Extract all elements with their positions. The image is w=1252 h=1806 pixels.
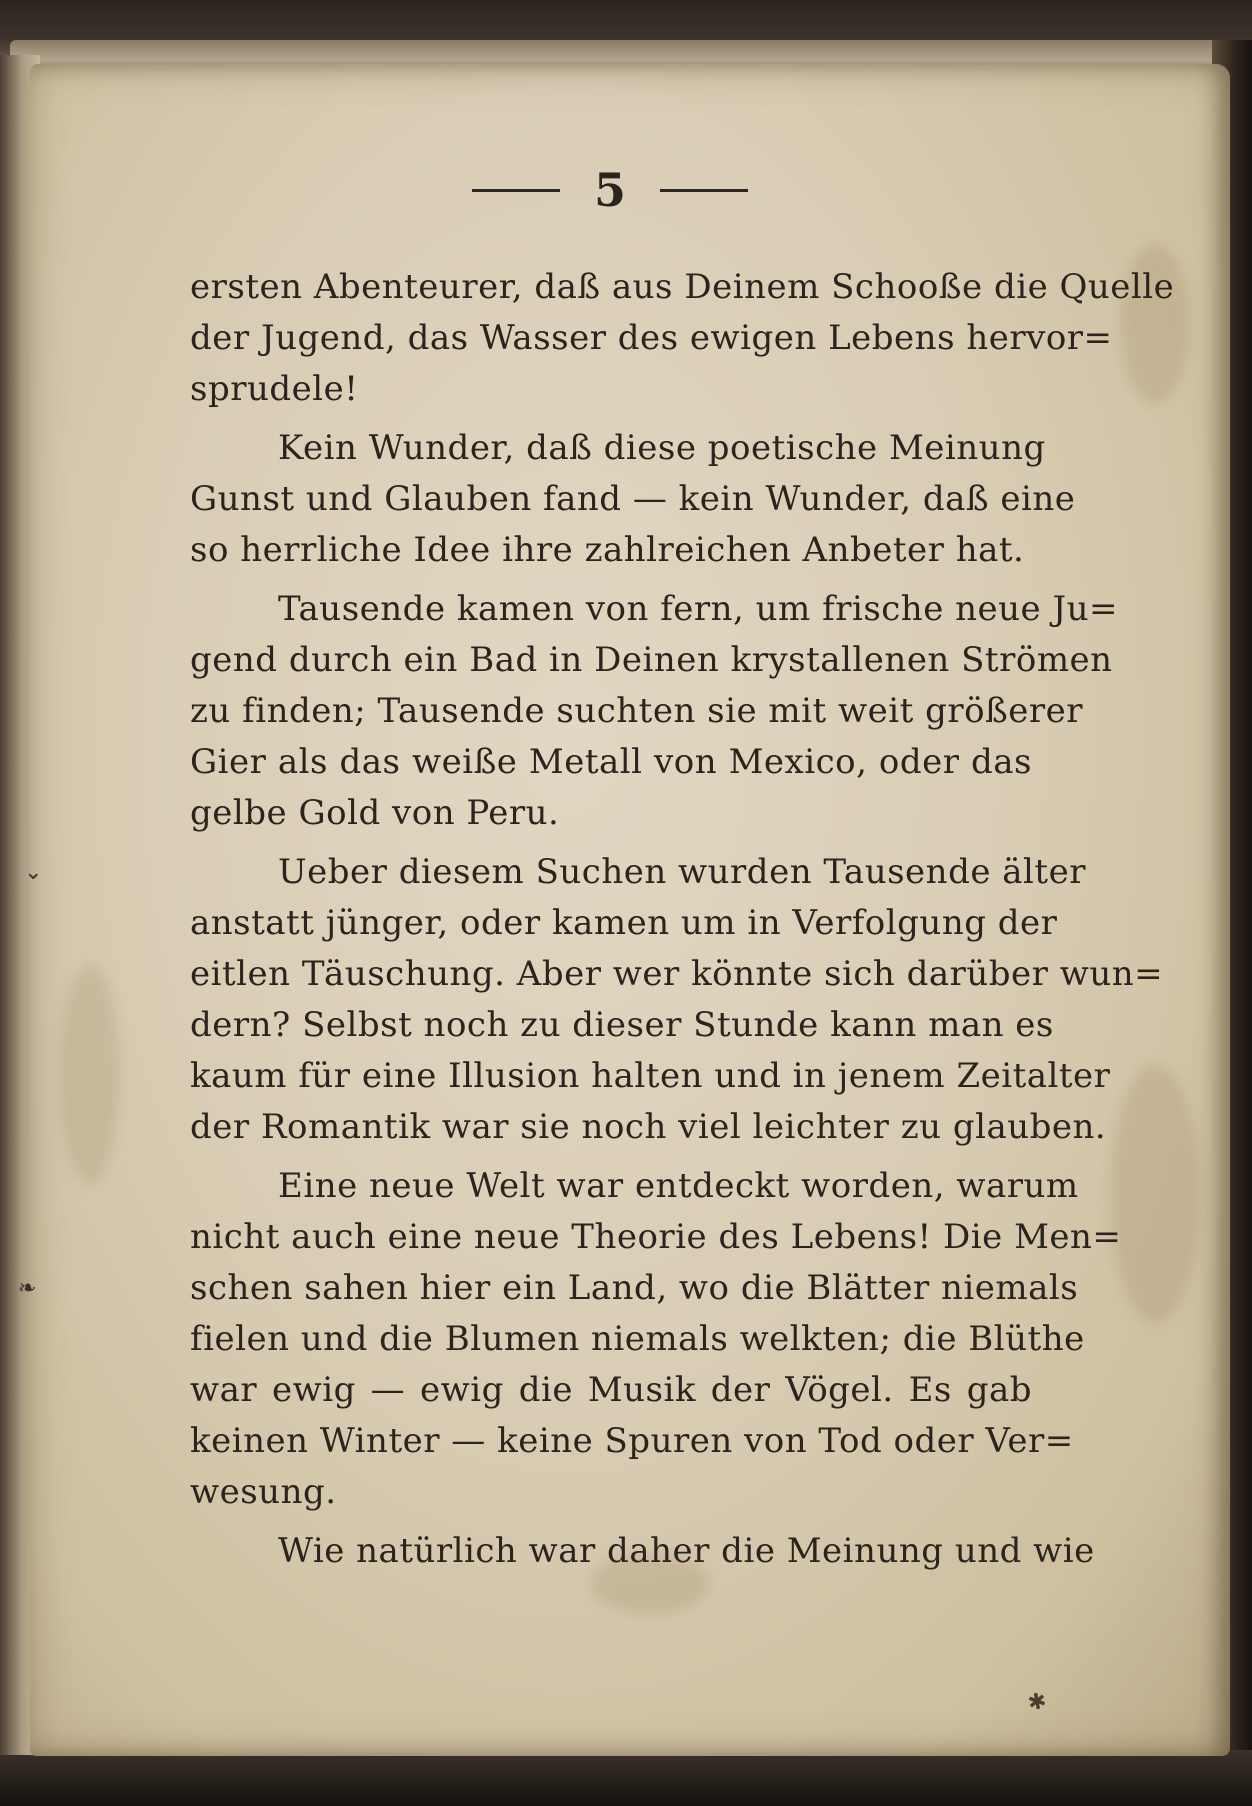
page-number: 5 — [593, 163, 626, 217]
paragraph — [190, 1526, 1095, 1577]
text-line: Kein Wunder, daß diese poetische Meinung — [278, 428, 1046, 468]
text-line: Ueber diesem Suchen wurden Tausende älter — [278, 852, 1086, 892]
text-line: Gunst und Glauben fand — kein Wunder, daß eine — [190, 479, 1076, 519]
text-line: keinen Winter — keine Spuren von Tod oder Ver= — [190, 1421, 1074, 1461]
text-line: der Jugend, das Wasser des ewigen Lebens hervor= — [190, 318, 1113, 358]
paper-stain — [60, 964, 120, 1184]
ink-mark: ✱ — [1025, 1688, 1049, 1717]
margin-mark: ❧ — [18, 1276, 37, 1301]
header-rule-left — [472, 189, 560, 192]
book-bottom-edge — [0, 1750, 1252, 1806]
text-line: schen sahen hier ein Land, wo die Blätter niemals — [190, 1268, 1079, 1308]
paragraph — [190, 584, 1118, 839]
text-line: wesung. — [190, 1472, 337, 1512]
paragraph — [190, 847, 1164, 1153]
text-line: sprudele! — [190, 369, 359, 409]
paragraph — [190, 1161, 1122, 1518]
text-line: Tausende kamen von fern, um frische neue Ju= — [278, 589, 1118, 629]
text-line: dern? Selbst noch zu dieser Stunde kann man es — [190, 1005, 1054, 1045]
text-line: kaum für eine Illusion halten und in jenem Zeitalter — [190, 1056, 1111, 1096]
text-line: Gier als das weiße Metall von Mexico, oder das — [190, 742, 1032, 782]
body-text — [190, 262, 1175, 1585]
text-line: eitlen Täuschung. Aber wer könnte sich darüber wun= — [190, 954, 1164, 994]
running-head — [450, 160, 770, 220]
text-line: war ewig — ewig die Musik der Vögel. Es gab — [190, 1370, 1032, 1410]
paragraph — [190, 423, 1076, 576]
text-line: nicht auch eine neue Theorie des Lebens! Die Men= — [190, 1217, 1122, 1257]
text-line: gelbe Gold von Peru. — [190, 793, 560, 833]
text-line: Wie natürlich war daher die Meinung und wie — [278, 1531, 1095, 1571]
paragraph — [190, 262, 1175, 415]
text-line: so herrliche Idee ihre zahlreichen Anbeter hat. — [190, 530, 1025, 570]
text-line: anstatt jünger, oder kamen um in Verfolgung der — [190, 903, 1058, 943]
header-rule-right — [660, 189, 748, 192]
text-line: gend durch ein Bad in Deinen krystallenen Strömen — [190, 640, 1113, 680]
margin-mark: ⌄ — [24, 860, 43, 885]
paper-stain — [1110, 1064, 1200, 1324]
text-line: fielen und die Blumen niemals welkten; die Blüthe — [190, 1319, 1085, 1359]
text-line: ersten Abenteurer, daß aus Deinem Schooße die Quelle — [190, 267, 1175, 307]
text-line: zu finden; Tausende suchten sie mit weit größerer — [190, 691, 1084, 731]
text-line: der Romantik war sie noch viel leichter zu glauben. — [190, 1107, 1107, 1147]
text-line: Eine neue Welt war entdeckt worden, warum — [278, 1166, 1079, 1206]
